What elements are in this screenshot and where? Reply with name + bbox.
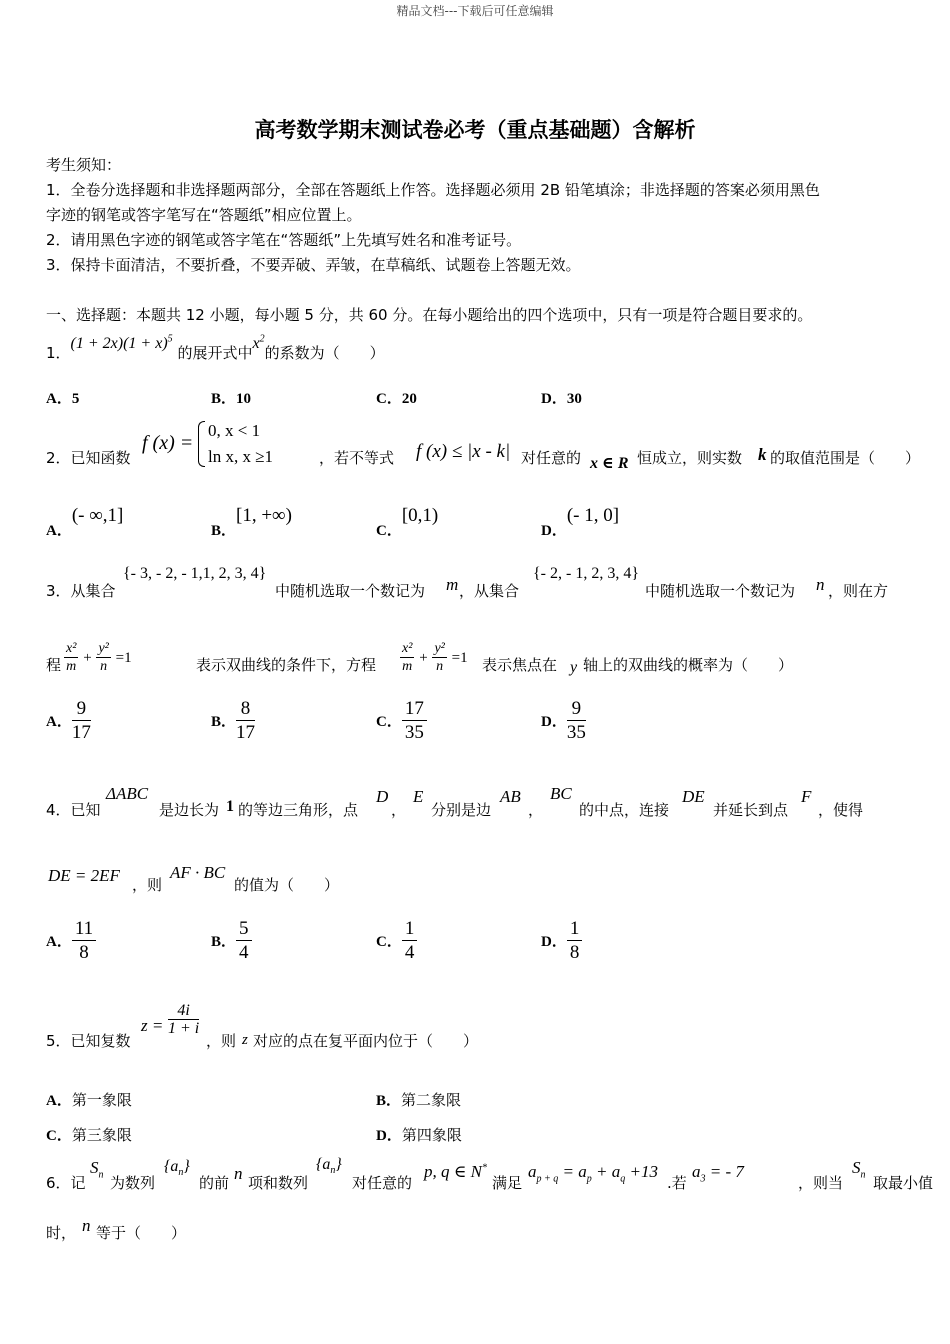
option-label: C．	[376, 714, 402, 730]
q4-text-2: 的等边三角形，点	[238, 801, 359, 819]
section-heading: 一、选择题：本题共 12 小题，每小题 5 分，共 60 分。在每小题给出的四个选项中，只有一项是符合题目要求的。	[46, 306, 813, 324]
option-fraction	[236, 698, 255, 745]
q3-frac-y	[96, 640, 110, 675]
option-label: A．	[46, 934, 72, 950]
equals-one: =1	[451, 650, 468, 666]
q4-text-7: ，则	[132, 876, 163, 894]
q1-option-d[interactable]	[541, 387, 582, 408]
q1-option-b[interactable]	[211, 387, 251, 408]
q2-option-c[interactable]	[376, 505, 438, 537]
rel-sub: p + q	[536, 1173, 559, 1185]
denominator: 1 + i	[168, 1020, 200, 1037]
q6-sequence	[164, 1158, 190, 1178]
q1-option-c[interactable]	[376, 387, 417, 408]
option-label: A．	[46, 1093, 72, 1109]
denominator: n	[100, 659, 108, 674]
q1-option-a[interactable]	[46, 387, 79, 408]
option-value: 第一象限	[71, 1091, 132, 1109]
denominator: 17	[71, 722, 91, 743]
q2-k: k	[758, 445, 767, 464]
notice-heading: 考生须知：	[46, 156, 122, 174]
option-label: C．	[46, 1128, 72, 1144]
q3-m: m	[446, 575, 459, 594]
q3-n: n	[816, 575, 825, 594]
q6-text-l2b: 等于（ ）	[96, 1224, 187, 1242]
option-label: D．	[541, 523, 567, 539]
option-label: B．	[211, 714, 237, 730]
q1-expr: (1 + 2x)(1 + x)	[70, 335, 168, 352]
option-value: 第三象限	[71, 1126, 132, 1144]
q6-text-2: 的前	[199, 1174, 230, 1192]
option-label: B．	[376, 1093, 402, 1109]
q3-frac-y-2	[432, 640, 446, 675]
q6-text-5: 满足	[492, 1174, 523, 1192]
q4-triangle: ΔABC	[106, 784, 149, 803]
an-sub: n	[330, 1165, 336, 1177]
q2-text-lead: 2．已知函数	[46, 449, 131, 467]
sn-sub: n	[860, 1169, 866, 1181]
q6-text-1: 为数列	[110, 1174, 156, 1192]
denominator: 4	[404, 942, 415, 963]
numerator: x²	[402, 641, 413, 656]
q6-sequence-2	[316, 1156, 342, 1176]
option-fraction	[72, 698, 91, 745]
rel-b: = a	[562, 1162, 587, 1181]
q4-segment-de: DE	[682, 787, 705, 806]
q5-text-lead: 5．已知复数	[46, 1032, 131, 1050]
q6-sn-2	[852, 1158, 866, 1180]
q6-text-4: 对任意的	[352, 1174, 413, 1192]
q2-option-d[interactable]	[541, 505, 619, 537]
q5-z: z	[242, 1032, 248, 1048]
q2-option-b[interactable]	[211, 505, 292, 537]
q2-piecewise	[198, 418, 273, 470]
option-value: (- ∞,1]	[71, 505, 124, 526]
option-label: B．	[211, 391, 237, 407]
an-close: }	[183, 1158, 190, 1175]
q6-text-6: .若	[667, 1174, 687, 1192]
option-value: 10	[236, 391, 252, 407]
a3-value: = - 7	[709, 1162, 744, 1181]
q3-text-lead: 3．从集合	[46, 582, 116, 600]
q4-point-d: D	[376, 787, 389, 806]
q5-option-a[interactable]	[46, 1089, 132, 1110]
option-fraction	[402, 918, 418, 965]
plus: +	[419, 650, 428, 666]
q4-side-bc: BC	[550, 784, 572, 803]
rel-p: p	[586, 1173, 592, 1185]
q3-text-4: ，则在方	[828, 582, 889, 600]
q4-side-length: 1	[226, 798, 234, 815]
comma: ，	[528, 801, 544, 819]
option-value: 20	[401, 391, 417, 407]
q6-n: n	[234, 1164, 243, 1183]
q5-text-1: ，则	[206, 1032, 237, 1050]
denominator: 4	[239, 942, 249, 963]
comma: ，	[391, 801, 407, 819]
q4-text-4: 的中点，连接	[579, 801, 670, 819]
q2-case-2: ln x, x ≥1	[208, 447, 274, 466]
q2-inequality: f (x) ≤ |x - k|	[416, 441, 511, 462]
notice-item-3: 3．保持卡面清洁，不要折叠，不要弄破、弄皱，在草稿纸、试题卷上答题无效。	[46, 256, 581, 274]
denominator: 8	[569, 942, 580, 963]
numerator: y²	[98, 641, 109, 656]
option-value: 30	[566, 391, 582, 407]
rel-d: +13	[629, 1162, 658, 1181]
q2-option-a[interactable]	[46, 505, 123, 537]
q4-option-b[interactable]	[211, 918, 252, 965]
q4-text-lead: 4．已知	[46, 801, 101, 819]
q4-text-1: 是边长为	[159, 801, 220, 819]
option-value: [0,1)	[401, 505, 439, 526]
q4-text-6: ，使得	[818, 801, 864, 819]
q6-pq-domain	[424, 1162, 487, 1182]
a3-sub: 3	[700, 1173, 706, 1185]
q5-z-equals: z =	[141, 1016, 164, 1035]
option-value: (- 1, 0]	[566, 505, 620, 526]
page-header-note: 精品文档---下载后可任意编辑	[396, 4, 554, 18]
sn-base: S	[90, 1158, 99, 1177]
q4-option-d[interactable]	[541, 918, 582, 965]
numerator: 9	[72, 698, 91, 721]
sn-sub: n	[98, 1169, 104, 1181]
q6-n-2: n	[82, 1216, 91, 1235]
q3-text-l2a: 程	[46, 656, 62, 674]
q3-option-a[interactable]	[46, 698, 91, 745]
q3-text-l2d: 轴上的双曲线的概率为（ ）	[583, 656, 794, 674]
option-label: B．	[211, 523, 237, 539]
q3-set-2: {- 2, - 1, 2, 3, 4}	[533, 565, 640, 582]
q3-set-1: {- 3, - 2, - 1,1, 2, 3, 4}	[123, 565, 267, 582]
q6-text-7: ，则当	[798, 1174, 844, 1192]
q2-domain: x ∈ R	[590, 455, 629, 472]
denominator: 8	[79, 942, 89, 963]
option-label: C．	[376, 523, 402, 539]
option-label: C．	[376, 934, 402, 950]
numerator: 1	[402, 918, 418, 941]
q3-frac-x	[64, 640, 78, 675]
an-close: }	[335, 1156, 342, 1173]
q4-text-5: 并延长到点	[713, 801, 789, 819]
notice-item-1a: 1．全卷分选择题和非选择题两部分，全部在答题纸上作答。选择题必须用 2B 铅笔填涂；非选择题的答案必须用黑色	[46, 181, 820, 199]
option-value: 第二象限	[401, 1091, 462, 1109]
q2-text-2: 对任意的	[521, 449, 582, 467]
numerator: 4i	[168, 1002, 199, 1020]
an-open: {a	[316, 1156, 331, 1173]
option-value: 第四象限	[401, 1126, 462, 1144]
numerator: 5	[236, 918, 252, 941]
denominator: n	[436, 659, 444, 674]
option-label: A．	[46, 714, 72, 730]
q3-option-b[interactable]	[211, 698, 255, 745]
option-fraction	[567, 918, 583, 965]
q3-equation-1	[64, 640, 132, 675]
an-sub: n	[178, 1167, 184, 1179]
q4-point-f: F	[801, 787, 812, 806]
q3-text-l2b: 表示双曲线的条件下，方程	[196, 656, 377, 674]
denominator: m	[66, 659, 77, 674]
q6-text-lead: 6．记	[46, 1174, 86, 1192]
numerator: 8	[236, 698, 255, 721]
q3-text-l2c: 表示焦点在	[482, 656, 558, 674]
q5-fraction	[168, 1002, 199, 1037]
q6-text-8: 取最小值	[873, 1174, 934, 1192]
option-label: A．	[46, 391, 72, 407]
denominator: 35	[404, 722, 424, 743]
q3-option-d[interactable]	[541, 698, 586, 745]
q1-term-base: x	[252, 335, 260, 352]
option-label: C．	[376, 391, 402, 407]
rel-c: + a	[595, 1162, 621, 1181]
q1-number: 1．	[46, 344, 71, 362]
q4-option-a[interactable]	[46, 918, 96, 965]
q2-case-1: 0, x < 1	[208, 421, 261, 440]
notice-item-1b: 字迹的钢笔或答字笔写在“答题纸”相应位置上。	[46, 206, 362, 224]
q2-function-name: f (x) =	[142, 432, 194, 454]
q3-y-axis: y	[570, 659, 578, 676]
equals-one: =1	[115, 650, 132, 666]
option-label: A．	[46, 523, 72, 539]
q3-text-2: ，从集合	[459, 582, 520, 600]
option-label: D．	[541, 714, 567, 730]
option-label: D．	[541, 391, 567, 407]
q1-text-tail: 的系数为（ ）	[264, 344, 385, 362]
q4-option-c[interactable]	[376, 918, 417, 965]
q1-term	[252, 335, 264, 352]
q6-text-3: 项和数列	[248, 1174, 309, 1192]
q4-side-ab: AB	[500, 787, 521, 806]
plus: +	[83, 650, 92, 666]
q4-dot-product: AF · BC	[170, 863, 226, 882]
denominator: m	[402, 659, 413, 674]
q6-text-l2a: 时，	[46, 1224, 77, 1242]
q3-text-3: 中随机选取一个数记为	[645, 582, 796, 600]
numerator: 17	[402, 698, 427, 721]
option-fraction	[402, 698, 427, 745]
q6-sn	[90, 1158, 104, 1180]
option-fraction	[567, 698, 586, 745]
q5-text-2: 对应的点在复平面内位于（ ）	[253, 1032, 479, 1050]
sn-base: S	[852, 1158, 861, 1177]
numerator: y²	[434, 641, 445, 656]
q3-option-c[interactable]	[376, 698, 427, 745]
denominator: 35	[566, 722, 586, 743]
rel-q: q	[620, 1173, 626, 1185]
option-value: 5	[71, 391, 80, 407]
a3-base: a	[692, 1162, 701, 1181]
q3-text-1: 中随机选取一个数记为	[275, 582, 426, 600]
q4-condition: DE = 2EF	[48, 866, 120, 885]
notice-item-2: 2．请用黑色字迹的钢笔或答字笔在“答题纸”上先填写姓名和准考证号。	[46, 231, 522, 249]
q1-term-exponent: 2	[259, 333, 265, 345]
q1-exponent: 5	[167, 333, 173, 345]
pq: p, q ∈ N	[424, 1162, 482, 1181]
numerator: 11	[72, 918, 96, 941]
star: *	[481, 1162, 487, 1174]
exam-title: 高考数学期末测试卷必考（重点基础题）含解析	[254, 118, 696, 142]
q4-text-8: 的值为（ ）	[234, 876, 340, 894]
option-fraction	[236, 918, 252, 965]
q1-text-mid: 的展开式中	[177, 344, 253, 362]
option-label: D．	[541, 934, 567, 950]
q4-text-3: 分别是边	[431, 801, 492, 819]
q5-option-c[interactable]	[46, 1124, 132, 1145]
numerator: 9	[567, 698, 586, 721]
numerator: 1	[567, 918, 583, 941]
option-fraction	[72, 918, 96, 965]
denominator: 17	[236, 722, 256, 743]
q4-point-e: E	[413, 787, 424, 806]
q5-option-d[interactable]	[376, 1124, 462, 1145]
q5-option-b[interactable]	[376, 1089, 461, 1110]
q2-text-1: ，若不等式	[319, 449, 395, 467]
rel-a: a	[528, 1162, 537, 1181]
q2-text-3: 恒成立，则实数	[637, 449, 743, 467]
q3-frac-x-2	[400, 640, 414, 675]
option-label: B．	[211, 934, 237, 950]
q6-relation	[528, 1162, 658, 1184]
q3-equation-2	[400, 640, 468, 675]
q1-expression	[71, 335, 173, 352]
numerator: x²	[66, 641, 77, 656]
option-label: D．	[376, 1128, 402, 1144]
q6-a3	[692, 1162, 744, 1184]
q2-text-4: 的取值范围是（ ）	[770, 449, 921, 467]
question-1	[46, 332, 385, 362]
an-open: {a	[164, 1158, 179, 1175]
option-value: [1, +∞)	[236, 505, 292, 526]
